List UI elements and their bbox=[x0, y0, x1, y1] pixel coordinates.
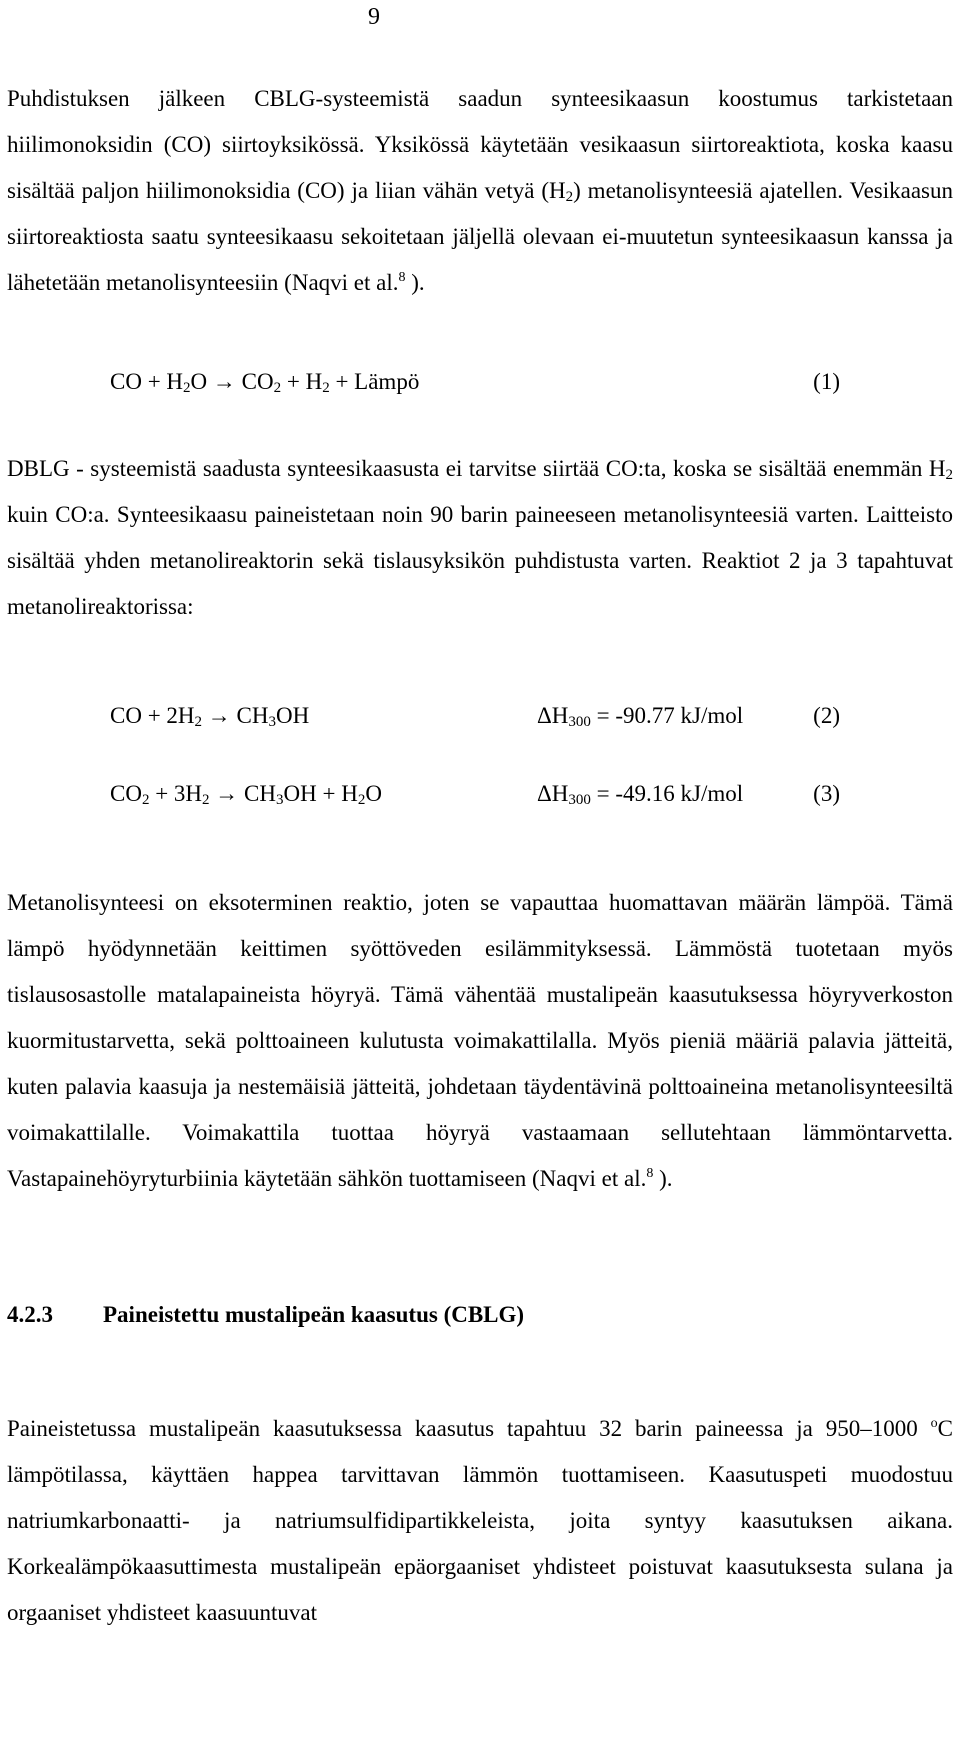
paragraph-text: ). bbox=[653, 1166, 673, 1191]
paragraph-text: ) metanolisynteesiä ajatellen. Vesikaasun siirtoreaktiosta saatu synteesikaasu sekoitetaan jäljellä olevaan ei-muutetun synteesikaasun kanssa ja lähetetään metanolisynteesiin (Naqvi et al. bbox=[7, 178, 953, 295]
equation-number: (3) bbox=[813, 781, 840, 806]
paragraph-dblg bbox=[7, 446, 953, 630]
paragraph-text: DBLG - systeemistä saadusta synteesikaasusta ei tarvitse siirtää CO:ta, koska se sisältää enemmän H bbox=[7, 456, 946, 481]
section-number: 4.2.3 bbox=[7, 1302, 53, 1327]
section-title: Paineistettu mustalipeän kaasutus (CBLG) bbox=[103, 1302, 525, 1327]
paragraph-text: ). bbox=[405, 270, 425, 295]
page-number: 9 bbox=[368, 4, 380, 30]
enthalpy-value: $\Delta H_{300} = -90.77$ kJ/mol bbox=[537, 703, 744, 730]
paragraph-text: C lämpötilassa, käyttäen happea tarvittavan lämmön tuottamiseen. Kaasutuspeti muodostuu natriumkarbonaatti- ja natriumsulfidipartikkeleista, joita syntyy kaasutuksen aikana. Korkealämpökaasuttimesta mustalipeän epäorgaaniset yhdisteet poistuvat kaasutuksesta sulana ja orgaaniset yhdisteet kaasuuntuvat bbox=[7, 1416, 953, 1625]
equation-2 bbox=[0, 697, 960, 737]
section-heading bbox=[7, 1302, 524, 1328]
paragraph-text: Metanolisynteesi on eksoterminen reaktio, joten se vapauttaa huomattavan määrän lämpöä. Tämä lämpö hyödynnetään keittimen syöttöveden esilämmityksessä. Lämmöstä tuotetaan myös tislausosastolle matalapaineista höyryä. Tämä vähentää mustalipeän kaasutuksessa höyryverkoston kuormitustarvetta, sekä polttoaineen kulutusta voimakattilalla. Myös pieniä määriä palavia jätteitä, kuten palavia kaasuja ja nestemäisiä jätteitä, johdetaan täydentävinä polttoaineina metanolisynteesiltä voimakattilalle. Voimakattila tuottaa höyryä vastaamaan sellutehtaan lämmöntarvetta. Vastapainehöyryturbiinia käytetään sähkön tuottamiseen (Naqvi et al. bbox=[7, 890, 953, 1191]
paragraph-shift-reaction bbox=[7, 76, 953, 306]
equation-expression: $CO_2 + 3H_2 \to CH_3OH + H_2O$ bbox=[110, 781, 382, 808]
degree-superscript: o bbox=[930, 1416, 938, 1431]
subscript: 2 bbox=[565, 189, 574, 205]
subscript: 2 bbox=[945, 467, 953, 483]
equation-expression: CO + $2H_2 \to CH_3OH$ bbox=[110, 703, 310, 730]
equation-number: (1) bbox=[813, 369, 840, 394]
paragraph-text: kuin CO:a. Synteesikaasu paineistetaan noin 90 barin paineeseen metanolisynteesiä varten. Laitteisto sisältää yhden metanolireaktorin sekä tislausyksikön puhdistusta varten. Reaktiot 2 ja 3 tapahtuvat metanolireaktorissa: bbox=[7, 502, 953, 619]
paragraph-cblg bbox=[7, 1406, 953, 1636]
reference-superscript: 8 bbox=[646, 1166, 654, 1181]
reference-superscript: 8 bbox=[398, 270, 406, 285]
equation-1 bbox=[0, 363, 960, 403]
enthalpy-value: $\Delta H_{300} = -49.16$ kJ/mol bbox=[537, 781, 744, 808]
equation-number: (2) bbox=[813, 703, 840, 728]
paragraph-methanol-synthesis bbox=[7, 880, 953, 1202]
equation-3 bbox=[0, 775, 960, 815]
paragraph-text: Puhdistuksen jälkeen CBLG-systeemistä saadun synteesikaasun koostumus tarkistetaan hiilimonoksidin (CO) siirtoyksikössä. Yksikössä käytetään vesikaasun siirtoreaktiota, koska kaasu sisältää paljon hiilimonoksidia (CO) ja liian vähän vetyä (H bbox=[7, 86, 953, 203]
paragraph-text: Paineistetussa mustalipeän kaasutuksessa kaasutus tapahtuu 32 barin paineessa ja 950–1000 bbox=[7, 1416, 931, 1441]
equation-expression: CO + $H_2O \to CO_2 + H_2$ + Lämpö bbox=[110, 369, 420, 396]
